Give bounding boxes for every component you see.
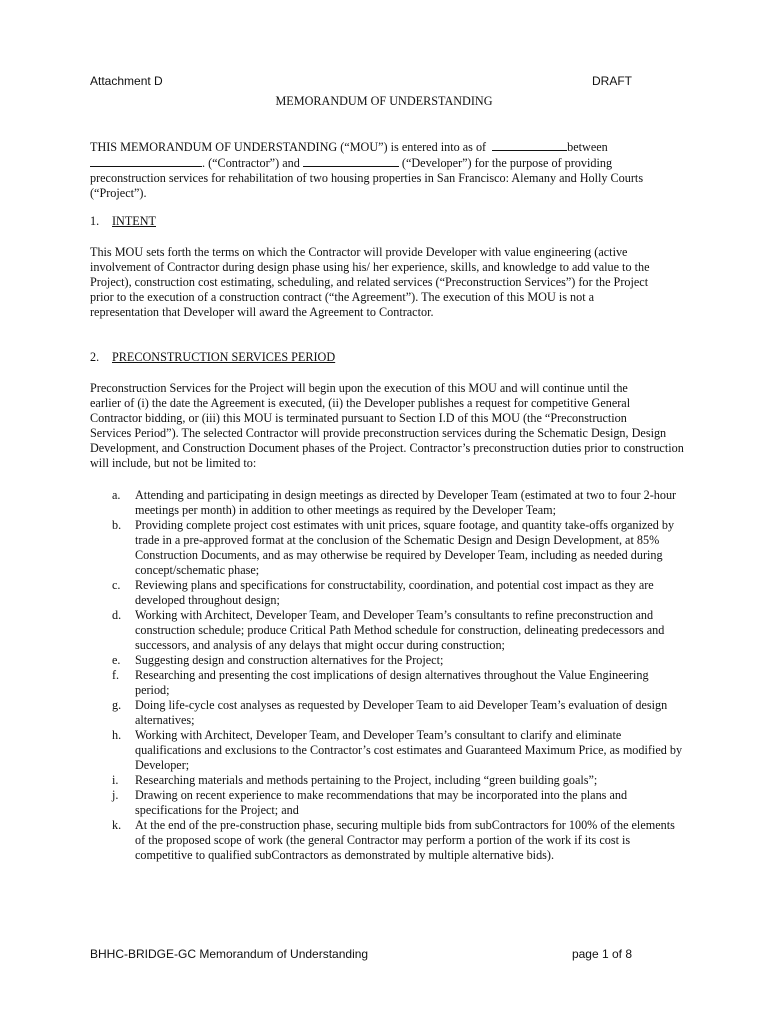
list-item-line: qualifications and exclusions to the Contractor’s cost estimates and Guaranteed Maximum Price, as modified by bbox=[135, 743, 683, 757]
list-item-line: At the end of the pre-construction phase, securing multiple bids from subContractors for 100% of the elements bbox=[135, 818, 675, 832]
section-2-body bbox=[90, 381, 690, 471]
section-number: 2. bbox=[90, 350, 100, 364]
list-item-line: of the proposed scope of work (the general Contractor may perform a portion of the work if its cost is bbox=[135, 833, 631, 847]
list-item-line: Researching and presenting the cost implications of design alternatives throughout the Value Engineering bbox=[135, 668, 649, 682]
list-item-line: Providing complete project cost estimates with unit prices, square footage, and quantity take-offs organized by bbox=[135, 518, 675, 532]
paragraph-line: This MOU sets forth the terms on which the Contractor will provide Developer with value engineering (active bbox=[90, 245, 628, 259]
footer-page-number: page 1 of 8 bbox=[571, 947, 632, 961]
preamble-text: THIS MEMORANDUM OF UNDERSTANDING (“MOU”) is entered into as of bbox=[90, 140, 490, 154]
list-marker: e. bbox=[112, 653, 121, 667]
preamble-line-2 bbox=[90, 155, 650, 171]
list-item bbox=[90, 668, 690, 698]
list-item bbox=[90, 518, 690, 578]
list-item-line: Suggesting design and construction alternatives for the Project; bbox=[135, 653, 444, 667]
list-item bbox=[90, 788, 690, 818]
header-draft-label: DRAFT bbox=[592, 74, 632, 88]
list-item bbox=[90, 773, 690, 788]
list-item-line: Developer; bbox=[135, 758, 190, 772]
section-1-heading bbox=[90, 214, 156, 229]
list-item-line: Working with Architect, Developer Team, and Developer Team’s consultant to clarify and eliminate bbox=[135, 728, 622, 742]
paragraph-line: prior to the execution of a construction contract (“the Agreement”). The execution of this MOU is not a bbox=[90, 290, 595, 304]
paragraph-line: Services Period”). The selected Contractor will provide preconstruction services during the Schematic Design, Design bbox=[90, 426, 667, 440]
document-title: MEMORANDUM OF UNDERSTANDING bbox=[275, 94, 493, 108]
paragraph-line: earlier of (i) the date the Agreement is executed, (ii) the Developer publishes a request for competitive General bbox=[90, 396, 631, 410]
paragraph-line: will include, but not be limited to: bbox=[90, 456, 257, 470]
list-marker: g. bbox=[112, 698, 122, 712]
contractor-blank bbox=[90, 155, 202, 167]
list-item-line: Drawing on recent experience to make recommendations that may be incorporated into the plans and bbox=[135, 788, 628, 802]
paragraph-line: representation that Developer will award the Agreement to Contractor. bbox=[90, 305, 434, 319]
list-item-line: construction schedule; produce Critical Path Method schedule for construction, delineating predecessors and bbox=[135, 623, 665, 637]
paragraph-line: Contractor bidding, or (iii) this MOU is terminated pursuant to Section I.D of this MOU (the “Preconstruction bbox=[90, 411, 627, 425]
footer-document-name: BHHC-BRIDGE-GC Memorandum of Understanding bbox=[90, 947, 369, 961]
section-number: 1. bbox=[90, 214, 100, 228]
list-marker: k. bbox=[112, 818, 122, 832]
list-marker: a. bbox=[112, 488, 121, 502]
list-marker: f. bbox=[112, 668, 120, 682]
list-item-line: Doing life-cycle cost analyses as requested by Developer Team to aid Developer Team’s evaluation of design bbox=[135, 698, 668, 712]
list-item-line: successors, and analysis of any delays that might occur during construction; bbox=[135, 638, 505, 652]
list-marker: c. bbox=[112, 578, 121, 592]
list-item-line: meetings per month) in addition to other meetings as required by the Developer Team; bbox=[135, 503, 556, 517]
list-item bbox=[90, 653, 690, 668]
preamble-line-3: preconstruction services for rehabilitation of two housing properties in San Francisco: Alemany and Holly Courts bbox=[90, 171, 644, 185]
list-item-line: trade in a pre-approved format at the conclusion of the Schematic Design and Design Development, at 85% bbox=[135, 533, 660, 547]
paragraph-line: involvement of Contractor during design phase using his/ her experience, skills, and knowledge to add value to the bbox=[90, 260, 650, 274]
list-item bbox=[90, 578, 690, 608]
list-item-line: competitive to qualified subContractors as demonstrated by multiple alternative bids). bbox=[135, 848, 555, 862]
list-item-line: alternatives; bbox=[135, 713, 195, 727]
paragraph-line: Project), construction cost estimating, scheduling, and related services (“Preconstruction Services”) for the Project bbox=[90, 275, 649, 289]
preamble-text: (“Developer”) for the purpose of providing bbox=[398, 156, 613, 170]
list-item-line: Attending and participating in design meetings as directed by Developer Team (estimated at two to four 2-hour bbox=[135, 488, 677, 502]
list-marker: d. bbox=[112, 608, 122, 622]
section-2-heading bbox=[90, 350, 335, 365]
list-item bbox=[90, 728, 690, 773]
preconstruction-duties-list bbox=[90, 488, 690, 863]
header-attachment-label: Attachment D bbox=[90, 74, 163, 88]
preamble-text: between bbox=[567, 140, 608, 154]
list-item-line: concept/schematic phase; bbox=[135, 563, 260, 577]
list-item-line: Researching materials and methods pertaining to the Project, including “green building goals”; bbox=[135, 773, 598, 787]
list-item bbox=[90, 698, 690, 728]
list-marker: i. bbox=[112, 773, 119, 787]
list-item-line: Working with Architect, Developer Team, and Developer Team’s consultants to refine preconstruction and bbox=[135, 608, 654, 622]
preamble-line-4: (“Project”). bbox=[90, 186, 147, 200]
list-item bbox=[90, 488, 690, 518]
list-item-line: Reviewing plans and specifications for constructability, coordination, and potential cost impact as they are bbox=[135, 578, 654, 592]
list-marker: b. bbox=[112, 518, 122, 532]
list-item-line: Construction Documents, and as may otherwise be required by Developer Team, including as needed during bbox=[135, 548, 663, 562]
developer-blank bbox=[303, 155, 399, 167]
list-item bbox=[90, 608, 690, 653]
list-item-line: developed throughout design; bbox=[135, 593, 280, 607]
paragraph-line: Development, and Construction Document phases of the Project. Contractor’s preconstruction duties prior to construction bbox=[90, 441, 684, 455]
paragraph-line: Preconstruction Services for the Project will begin upon the execution of this MOU and will continue until the bbox=[90, 381, 628, 395]
section-1-body bbox=[90, 245, 690, 320]
preamble-line-1 bbox=[90, 139, 650, 155]
section-title: PRECONSTRUCTION SERVICES PERIOD bbox=[112, 350, 336, 364]
preamble-text: . (“Contractor”) and bbox=[202, 156, 303, 170]
section-title: INTENT bbox=[112, 214, 156, 228]
date-blank bbox=[492, 139, 567, 151]
list-marker: j. bbox=[112, 788, 119, 802]
list-item-line: specifications for the Project; and bbox=[135, 803, 299, 817]
list-item-line: period; bbox=[135, 683, 170, 697]
list-marker: h. bbox=[112, 728, 122, 742]
list-item bbox=[90, 818, 690, 863]
preamble bbox=[90, 139, 650, 201]
